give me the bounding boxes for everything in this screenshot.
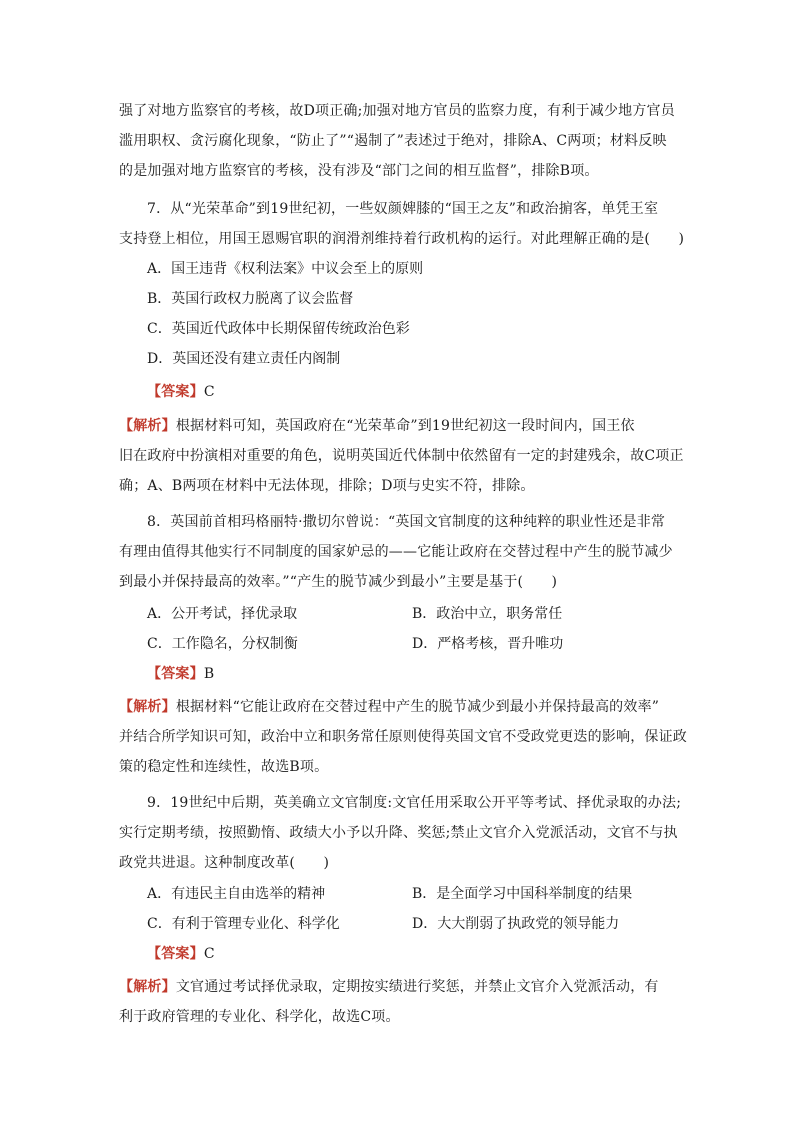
intro-line-3: 的是加强对地方监察官的考核，没有涉及“部门之间的相互监督”，排除B项。	[119, 163, 599, 179]
analysis-text: 根据材料“它能让政府在交替过程中产生的脱节减少到最小并保持最高的效率”	[175, 699, 660, 715]
answer-value: B	[203, 666, 215, 682]
intro-line-1: 强了对地方监察官的考核，故D项正确;加强对地方官员的监察力度，有利于减少地方官员	[119, 103, 675, 119]
q9-analysis-line-1	[119, 977, 679, 997]
q9-analysis-line-2: 利于政府管理的专业化、科学化，故选C项。	[119, 1009, 400, 1025]
q7-analysis-line-2: 旧在政府中扮演相对重要的角色，说明英国近代体制中依然留有一定的封建残余，故C项正	[119, 448, 684, 464]
analysis-tag: 【解析】	[119, 418, 176, 434]
q7-stem-line-1: 7．从“光荣革命”到19世纪初，一些奴颜婢膝的“国王之友”和政治掮客，单凭王室	[147, 201, 659, 217]
q7-option-b: B．英国行政权力脱离了议会监督	[147, 291, 354, 307]
q8-analysis-line-2: 并结合所学知识可知，政治中立和职务常任原则使得英国文官不受政党更迭的影响，保证政	[119, 729, 687, 745]
q9-stem-line-3: 政党共进退。这种制度改革( )	[119, 855, 330, 871]
answer-value: C	[203, 384, 215, 400]
answer-tag: 【答案】	[147, 666, 204, 682]
q8-option-a: A．公开考试，择优录取	[147, 606, 298, 622]
q9-stem-line-2: 实行定期考绩，按照勤惰、政绩大小予以升降、奖惩;禁止文官介入党派活动，文官不与执	[119, 825, 678, 841]
q8-analysis-line-3: 策的稳定性和连续性，故选B项。	[119, 759, 329, 775]
answer-tag: 【答案】	[147, 946, 204, 962]
q9-option-a: A．有违民主自由选举的精神	[147, 886, 326, 902]
q8-stem-line-1: 8．英国前首相玛格丽特·撒切尔曾说：“英国文官制度的这种纯粹的职业性还是非常	[147, 514, 666, 530]
q9-option-b: B．是全面学习中国科举制度的结果	[412, 886, 633, 902]
q9-option-c: C．有利于管理专业化、科学化	[147, 916, 340, 932]
q7-analysis-line-3: 确；A、B两项在材料中无法体现，排除；D项与史实不符，排除。	[119, 478, 535, 494]
q9-answer	[147, 944, 707, 964]
q9-option-d: D．大大削弱了执政党的领导能力	[412, 916, 620, 932]
analysis-text: 根据材料可知，英国政府在“光荣革命”到19世纪初这一段时间内，国王依	[175, 418, 635, 434]
q8-option-b: B．政治中立，职务常任	[412, 606, 563, 622]
q7-option-d: D．英国还没有建立责任内阁制	[147, 351, 341, 367]
q7-option-a: A．国王违背《权利法案》中议会至上的原则	[147, 261, 424, 277]
intro-line-2: 滥用职权、贪污腐化现象，“防止了”“遏制了”表述过于绝对，排除A、C两项；材料反映	[119, 133, 667, 149]
q8-analysis-line-1	[119, 697, 679, 717]
q7-analysis-line-1	[119, 416, 679, 436]
q8-option-d: D．严格考核，晋升唯功	[412, 636, 564, 652]
analysis-text: 文官通过考试择优录取，定期按实绩进行奖惩，并禁止文官介入党派活动，有	[175, 979, 659, 995]
analysis-tag: 【解析】	[119, 699, 176, 715]
q7-option-c: C．英国近代政体中长期保留传统政治色彩	[147, 321, 410, 337]
q8-stem-line-2: 有理由值得其他实行不同制度的国家妒忌的——它能让政府在交替过程中产生的脱节减少	[119, 544, 673, 560]
answer-tag: 【答案】	[147, 384, 204, 400]
q8-stem-line-3: 到最小并保持最高的效率。”“产生的脱节减少到最小”主要是基于( )	[119, 574, 558, 590]
analysis-tag: 【解析】	[119, 979, 176, 995]
q7-answer	[147, 382, 707, 402]
q8-answer	[147, 664, 707, 684]
q7-stem-line-2: 支持登上相位，用国王恩赐官职的润滑剂维持着行政机构的运行。对此理解正确的是( )	[119, 231, 685, 247]
answer-value: C	[203, 946, 215, 962]
q9-stem-line-1: 9．19世纪中后期，英美确立文官制度:文官任用采取公开平等考试、择优录取的办法;	[147, 795, 682, 811]
q8-option-c: C．工作隐名，分权制衡	[147, 636, 298, 652]
